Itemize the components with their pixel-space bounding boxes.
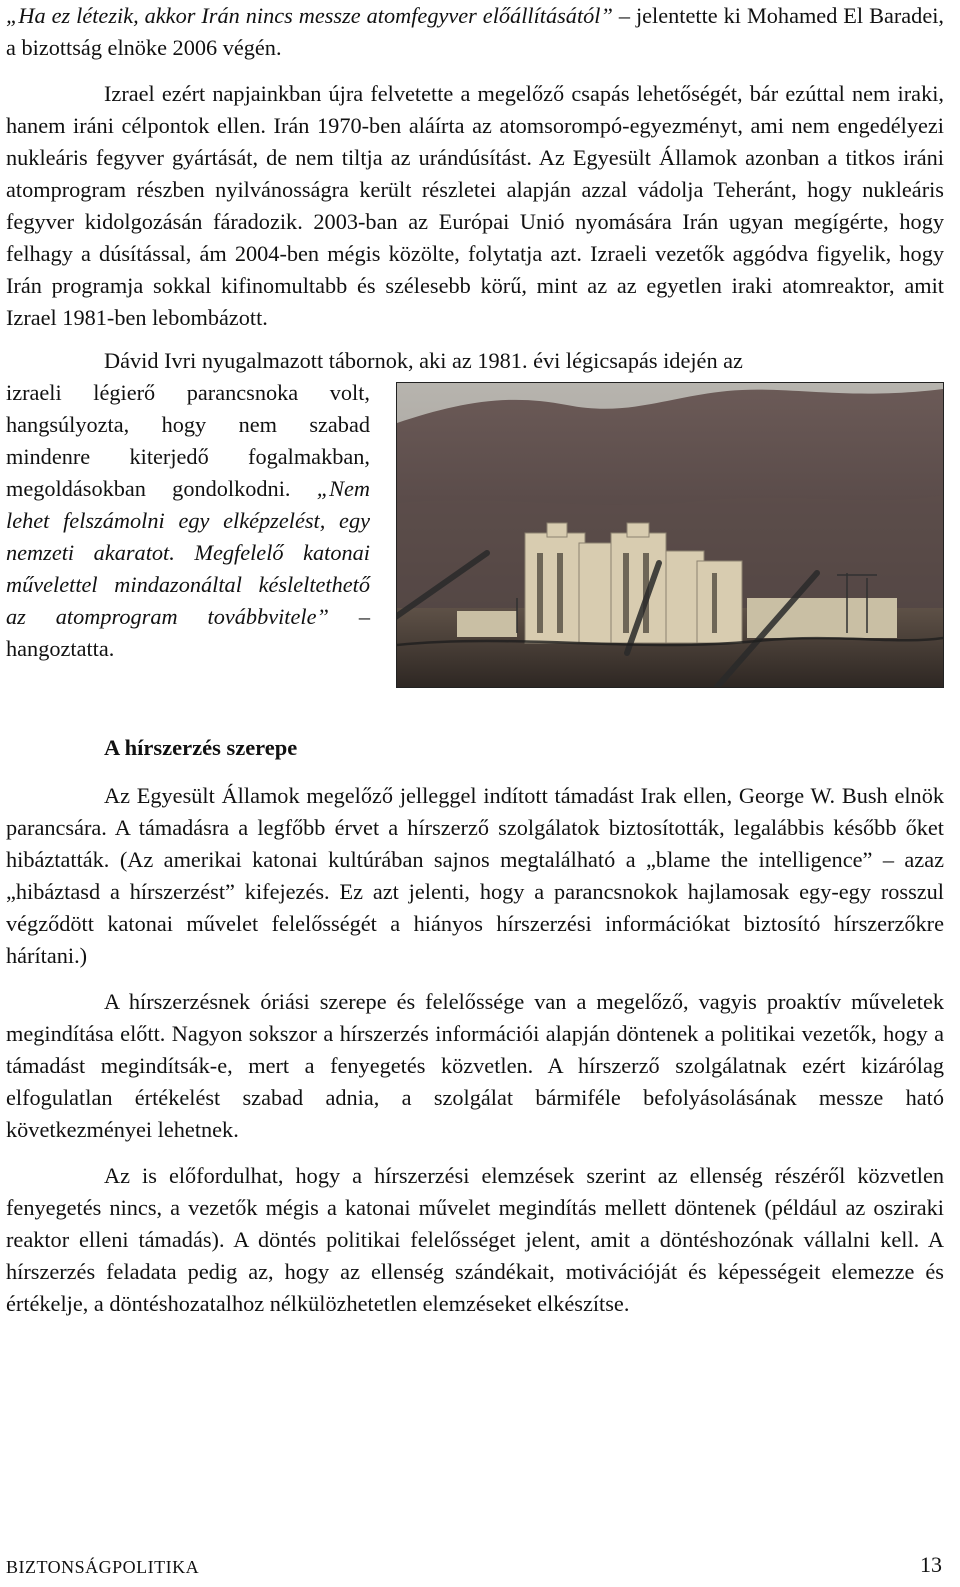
paragraph-4: Az Egyesült Államok megelőző jelleggel indított támadást Irak ellen, George W. Bush elnök parancsára. A támadásra a legfőbb érvet a hírszerző szolgálatok biztosították, legalábbis később őket hibáztatták. (Az amerikai katonai kultúrában sajnos megtalálható a „blame the intelligence” – azaz „hibáztasd a hírszerzést” kifejezés. Ez azt jelenti, hogy a parancsnokok hajlamosak egy-egy rosszul végződött katonai művelet felelősségét a hiányos hírszerzési információkat biztosító hírszerzőkre hárítani.) bbox=[6, 783, 944, 968]
footer-page-number: 13 bbox=[920, 1552, 942, 1577]
ivri-text: izraeli légierő parancsnoka volt, hangsúlyozta, hogy nem szabad mindenre kiterjedő fogalmakban, megoldásokban gondolkodni. bbox=[6, 380, 370, 501]
nuclear-facility-photo bbox=[396, 382, 944, 688]
footer-journal-name: BIZTONSÁGPOLITIKA bbox=[6, 1557, 200, 1577]
paragraph-2: Izrael ezért napjainkban újra felvetette a megelőző csapás lehetőségét, bár ezúttal nem iraki, hanem iráni célpontok ellen. Irán 1970-ben aláírta az atomsorompó-egyezményt, ami nem engedélyezi nukleáris fegyver gyártását, de nem tiltja az urándúsítást. Az Egyesült Államok azonban a titkos iráni atomprogram részben nyilvánosságra került részletei alapján azzal vádolja Teheránt, hogy nukleáris fegyver kidolgozásán fáradozik. 2003-ban az Európai Unió nyomására Irán ugyan megígérte, hogy felhagy a dúsítással, ám 2004-ben mégis közölte, folytatja azt. Izraeli vezetők aggódva figyelik, hogy Irán programja sokkal kifinomultabb és szélesebb körű, mint az az egyetlen iraki atomreaktor, amit Izrael 1981-ben lebombázott. bbox=[6, 81, 944, 330]
paragraph-3-first-line: Dávid Ivri nyugalmazott tábornok, aki az 1981. évi légicsapás idején az bbox=[104, 348, 743, 373]
paragraph-1 bbox=[6, 0, 944, 64]
section-heading: A hírszerzés szerepe bbox=[104, 735, 298, 760]
baradei-attribution: – jelentette ki Mohamed El Baradei, a bizottság elnöke 2006 végén. bbox=[6, 3, 944, 60]
document-page bbox=[6, 0, 944, 1320]
ivri-attribution: – hangoztatta. bbox=[6, 604, 370, 661]
paragraph-6: Az is előfordulhat, hogy a hírszerzési elemzések szerint az ellenség részéről közvetlen fenyegetés nincs, a vezetők mégis a katonai művelet megindítás mellett döntenek (például az osziraki reaktor elleni támadás). A döntés politikai felelősséget jelent, amit a döntéshozónak vállalni kell. A hírszerzés feladata pedig az, hogy az ellenség szándékait, motivációját és képességeit elemezze és értékelje, a döntéshozatalhoz nélkülözhetetlen elemzéseket elkészítse. bbox=[6, 1163, 944, 1316]
ivri-quote: „Nem lehet felszámolni egy elképzelést, egy nemzeti akaratot. Megfelelő katonai művelettel mindazonáltal késleltethető az atomprogram továbbvitele” bbox=[6, 476, 370, 629]
baradei-quote: „Ha ez létezik, akkor Irán nincs messze atomfegyver előállításától” bbox=[6, 3, 613, 28]
paragraph-5: A hírszerzésnek óriási szerepe és felelőssége van a megelőző, vagyis proaktív műveletek megindítása előtt. Nagyon sokszor a hírszerzés információi alapján döntenek a politikai vezetők, hogy a támadást megindítsák-e, mert a fenyegetés közvetlen. A hírszerző szolgálatnak ezért kizárólag elfogulatlan értékelést szabad adnia, a szolgálat bármiféle befolyásolásának messze ható következményei lehetnek. bbox=[6, 989, 944, 1142]
